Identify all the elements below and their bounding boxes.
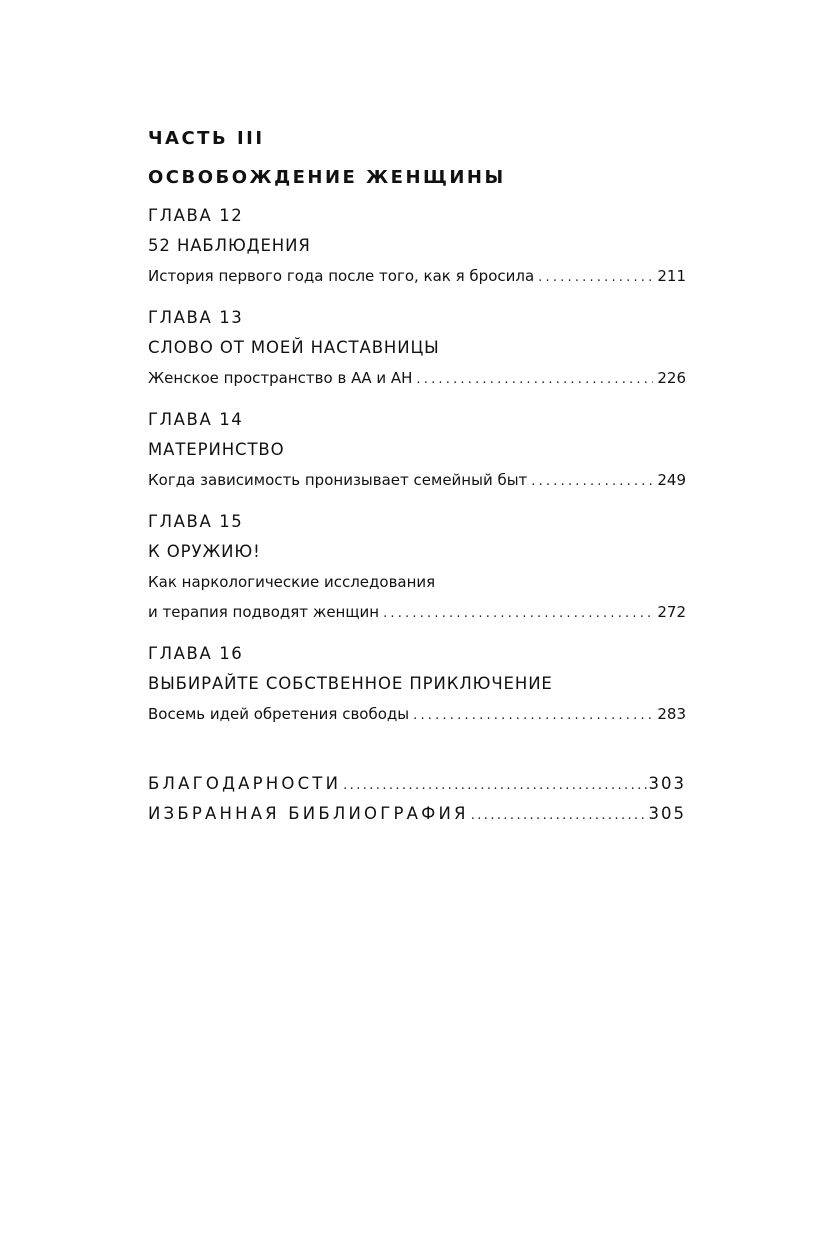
chapter-title: 52 НАБЛЮДЕНИЯ <box>148 236 311 255</box>
dot-leader <box>538 263 653 293</box>
entry-text: История первого года после того, как я бросила <box>148 267 535 285</box>
entry-text: Женское пространство в АА и АН <box>148 369 413 387</box>
page-number: 303 <box>648 774 686 793</box>
dot-leader <box>383 599 653 629</box>
part-title: ОСВОБОЖДЕНИЕ ЖЕНЩИНЫ <box>148 167 506 188</box>
dot-leader <box>343 771 646 801</box>
page-number: 272 <box>657 603 686 621</box>
page-number: 305 <box>648 804 686 823</box>
table-of-contents <box>148 124 686 829</box>
toc-entry[interactable] <box>148 363 686 393</box>
page-number: 226 <box>657 369 686 387</box>
entry-text: ИЗБРАННАЯ БИБЛИОГРАФИЯ <box>148 804 469 823</box>
chapter-16 <box>148 639 686 729</box>
part-label: ЧАСТЬ III <box>148 128 265 149</box>
back-matter <box>148 769 686 829</box>
toc-entry[interactable] <box>148 261 686 291</box>
entry-text: Восемь идей обретения свободы <box>148 705 410 723</box>
chapter-title: СЛОВО ОТ МОЕЙ НАСТАВНИЦЫ <box>148 338 440 357</box>
chapter-14 <box>148 405 686 495</box>
dot-leader <box>416 365 653 395</box>
toc-entry[interactable] <box>148 597 686 627</box>
toc-entry-acknowledgements[interactable] <box>148 769 686 799</box>
chapter-number: ГЛАВА 12 <box>148 206 244 225</box>
chapter-title: МАТЕРИНСТВО <box>148 440 285 459</box>
page-number: 211 <box>657 267 686 285</box>
toc-entry[interactable] <box>148 465 686 495</box>
toc-entry-bibliography[interactable] <box>148 799 686 829</box>
chapter-number: ГЛАВА 14 <box>148 410 244 429</box>
dot-leader <box>413 701 653 731</box>
page-number: 283 <box>657 705 686 723</box>
dot-leader <box>531 467 653 497</box>
entry-text-line1: Как наркологические исследования <box>148 573 436 591</box>
chapter-title: К ОРУЖИЮ! <box>148 542 261 561</box>
chapter-number: ГЛАВА 15 <box>148 512 244 531</box>
chapter-13 <box>148 303 686 393</box>
entry-text: БЛАГОДАРНОСТИ <box>148 774 342 793</box>
chapter-number: ГЛАВА 13 <box>148 308 244 327</box>
chapter-title: ВЫБИРАЙТЕ СОБСТВЕННОЕ ПРИКЛЮЧЕНИЕ <box>148 674 553 693</box>
chapter-15 <box>148 507 686 627</box>
toc-entry[interactable] <box>148 699 686 729</box>
page-number: 249 <box>657 471 686 489</box>
entry-text-line2: и терапия подводят женщин <box>148 603 380 621</box>
dot-leader <box>471 801 647 831</box>
entry-text: Когда зависимость пронизывает семейный быт <box>148 471 528 489</box>
chapter-number: ГЛАВА 16 <box>148 644 244 663</box>
chapter-12 <box>148 201 686 291</box>
